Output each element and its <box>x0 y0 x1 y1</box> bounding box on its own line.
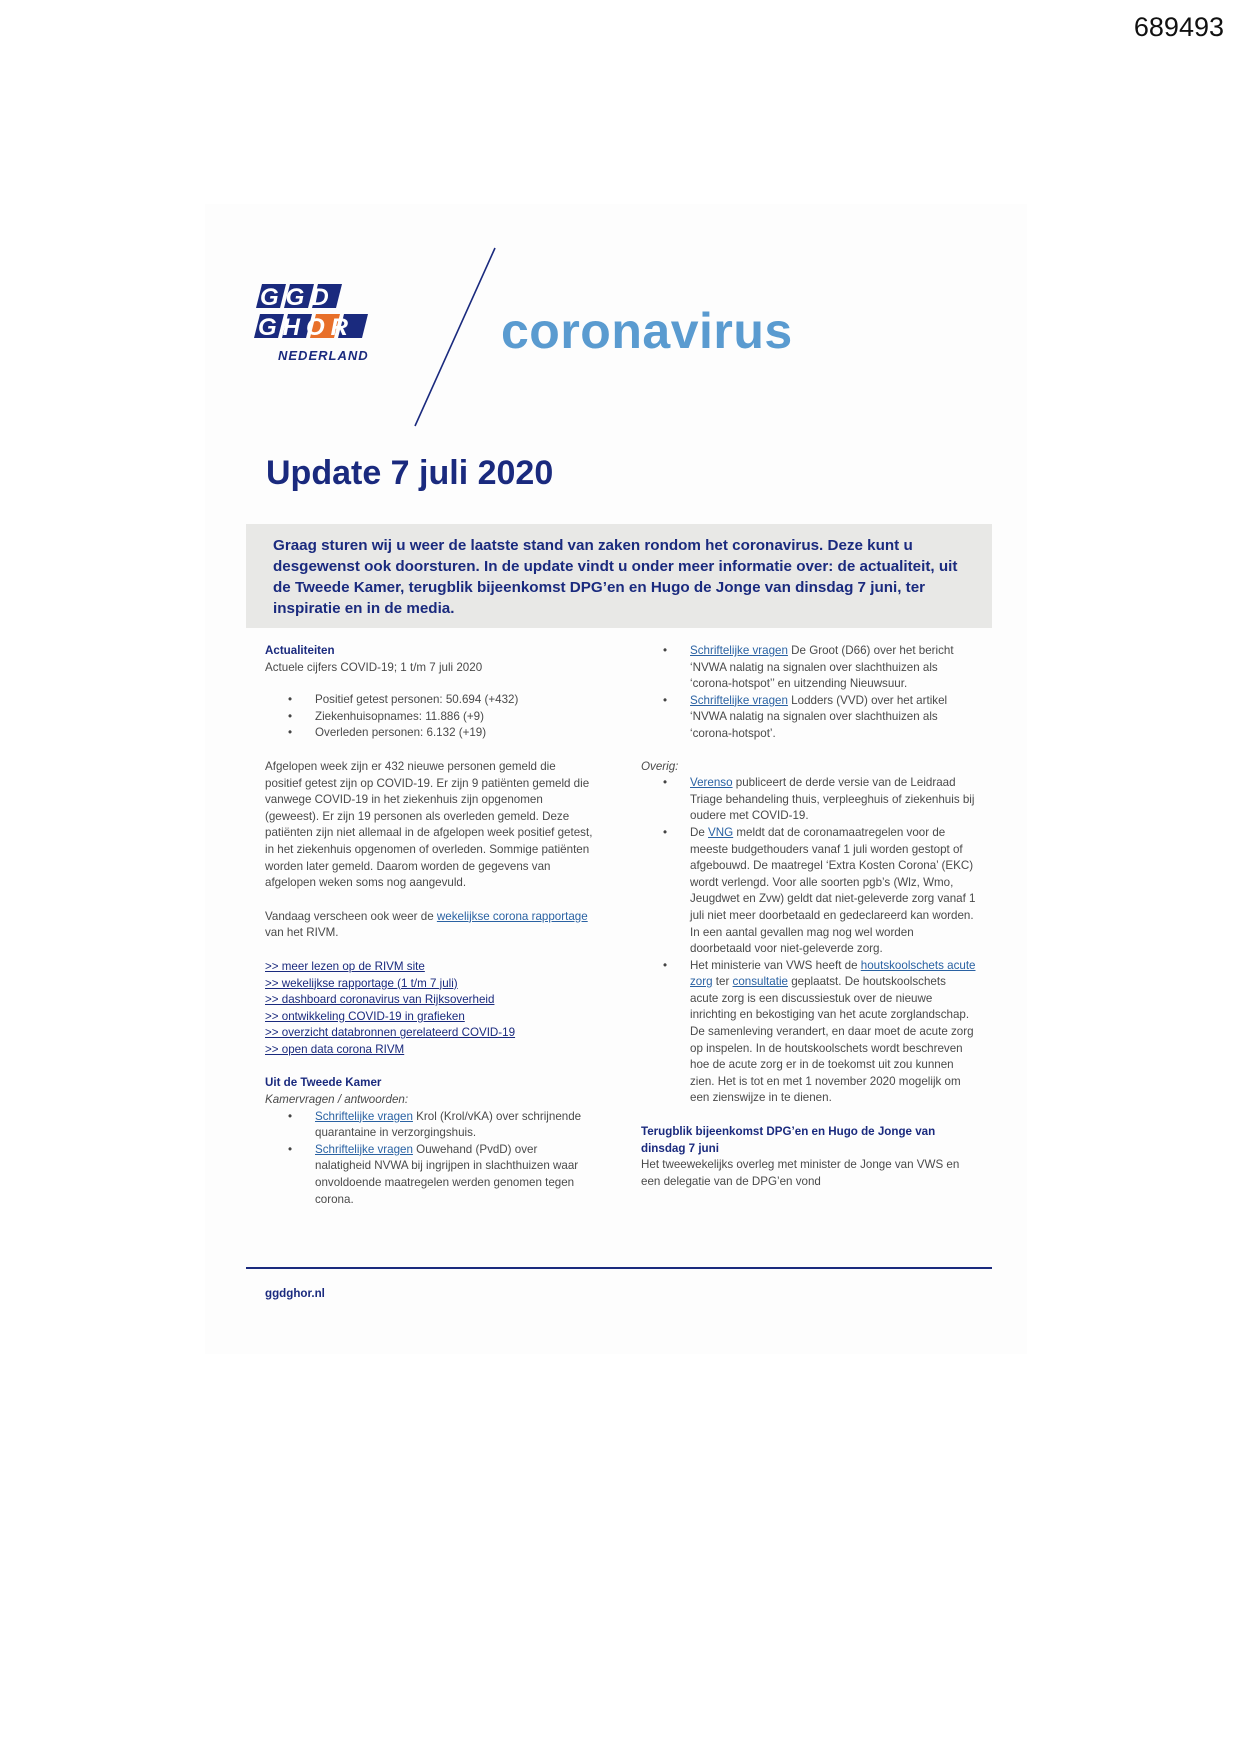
list-item: • Schriftelijke vragen De Groot (D66) over het bericht ‘NVWA nalatig na signalen over slachthuizen als ‘corona-hotspot’’ en uitzending Nieuwsuur. <box>663 644 954 691</box>
terugblik-heading: Terugblik bijeenkomst DPG’en en Hugo de Jonge van dinsdag 7 juni <box>641 1125 936 1155</box>
kamervragen-list-continued <box>663 643 976 743</box>
link-list <box>265 959 595 1059</box>
footer-divider <box>246 1267 992 1269</box>
vng-link[interactable]: VNG <box>708 825 734 839</box>
houtskoolschets-link[interactable]: houtskoolschets acute zorg <box>690 958 976 989</box>
overig-label: Overig: <box>641 759 679 773</box>
list-item: • Ziekenhuisopnames: 11.886 (+9) <box>288 709 484 723</box>
actualiteiten-heading: Actualiteiten <box>265 644 335 657</box>
list-item: • Verenso publiceert de derde versie van de Leidraad Triage behandeling thuis, verpleeghuis of ziekenhuis bij oudere met COVID-19. <box>663 776 975 823</box>
link-databronnen[interactable]: >> overzicht databronnen gerelateerd COVID-19 <box>265 1026 516 1040</box>
schriftelijke-vragen-link[interactable]: Schriftelijke vragen <box>690 693 788 707</box>
overig-list <box>663 775 976 1107</box>
rapportage-paragraph: Vandaag verscheen ook weer de wekelijkse corona rapportage van het RIVM. <box>265 909 588 940</box>
list-item: • De VNG meldt dat de coronamaatregelen voor de meeste budgethouders vanaf 1 juli worden gestopt of afgebouwd. De maatregel ‘Extra Kosten Corona’ (EKC) wordt verlengd. Voor alle soorten pgb’s (Wlz, Wmo, Jeugdwet en Zvw) geldt dat niet-geleverde zorg vanaf 1 juli niet meer doorbetaald en gedeclareerd kan worden. In een aantal gevallen mag nog wel worden doorbetaald voor niet-geleverde zorg. <box>663 825 976 956</box>
kamervragen-label: Kamervragen / antwoorden: <box>265 1093 409 1107</box>
right-column <box>641 643 976 1190</box>
weekly-summary: Afgelopen week zijn er 432 nieuwe personen gemeld die positief getest zijn op COVID-19. Er zijn 9 patiënten gemeld die vanwege COVID-19 in het ziekenhuis zijn opgenomen (geweest). Er zijn 19 personen als overleden gemeld. Deze patiënten zijn niet allemaal in de afgelopen week positief getest, in het ziekenhuis opgenomen of overleden. Sommige patiënten worden later gemeld. Daarom worden de gegevens van afgelopen weken soms nog aangevuld. <box>265 759 593 890</box>
divider-slash <box>410 246 500 428</box>
stat-overleden: Overleden personen: 6.132 (+19) <box>315 726 487 740</box>
link-wekelijkse-rapportage[interactable]: >> wekelijkse rapportage (1 t/m 7 juli) <box>265 976 458 990</box>
logo-line-2: GHOR <box>258 314 354 341</box>
logo-line-1: GGD <box>260 284 336 311</box>
stat-ziekenhuis: Ziekenhuisopnames: 11.886 (+9) <box>315 709 484 723</box>
list-item: • Schriftelijke vragen Ouwehand (PvdD) over nalatigheid NVWA bij ingrijpen in slachthuizen waar onvoldoende maatregelen werden genomen tegen corona. <box>288 1142 579 1206</box>
logo-line-3: NEDERLAND <box>278 348 369 363</box>
actualiteiten-subtitle: Actuele cijfers COVID-19; 1 t/m 7 juli 2020 <box>265 660 483 674</box>
list-item: • Positief getest personen: 50.694 (+432) <box>288 693 519 707</box>
list-item: • Het ministerie van VWS heeft de houtskoolschets acute zorg ter consultatie geplaatst. De houtskoolschets acute zorg is een discussiestuk over de nieuwe inrichting en bekostiging van het acute zorglandschap. De samenleving verandert, en daar moet de acute zorg op inspelen. In de houtskoolschets wordt beschreven hoe de acute zorg er in de toekomst uit zou kunnen zien. Het is tot en met 1 november 2020 mogelijk om een zienswijze in te dienen. <box>663 958 976 1105</box>
terugblik-text: Het tweewekelijks overleg met minister de Jonge van VWS en een delegatie van de DPG’en vond <box>641 1158 960 1188</box>
kamervragen-list <box>288 1109 595 1209</box>
link-grafieken[interactable]: >> ontwikkeling COVID-19 in grafieken <box>265 1009 465 1023</box>
list-item: • Overleden personen: 6.132 (+19) <box>288 726 487 740</box>
ggd-ghor-logo <box>252 284 402 368</box>
schriftelijke-vragen-link[interactable]: Schriftelijke vragen <box>690 644 788 657</box>
stats-list <box>288 692 595 742</box>
link-open-data[interactable]: >> open data corona RIVM <box>265 1042 405 1056</box>
link-dashboard[interactable]: >> dashboard coronavirus van Rijksoverheid <box>265 993 495 1007</box>
document-id: 689493 <box>1133 12 1224 42</box>
footer-site: ggdghor.nl <box>265 1287 325 1300</box>
stat-positief: Positief getest personen: 50.694 (+432) <box>315 693 519 707</box>
tweede-kamer-heading: Uit de Tweede Kamer <box>265 1076 382 1090</box>
consultatie-link[interactable]: consultatie <box>732 975 788 989</box>
schriftelijke-vragen-link[interactable]: Schriftelijke vragen <box>315 1142 413 1156</box>
list-item: • Schriftelijke vragen Lodders (VVD) over het artikel ‘NVWA nalatig na signalen over slachthuizen als ‘corona-hotspot’. <box>663 693 948 740</box>
link-rivm-site[interactable]: >> meer lezen op de RIVM site <box>265 959 425 973</box>
list-item: • Schriftelijke vragen Krol (Krol/vKA) over schrijnende quarantaine in verzorgingshuis. <box>288 1109 582 1140</box>
rapportage-link[interactable]: wekelijkse corona rapportage <box>436 909 588 923</box>
left-column <box>265 643 595 1208</box>
verenso-link[interactable]: Verenso <box>690 776 733 790</box>
intro-text: Graag sturen wij u weer de laatste stand van zaken rondom het coronavirus. Deze kunt u desgewenst ook doorsturen. In de update vindt u onder meer informatie over: de actualiteit, uit de Tweede Kamer, terugblik bijeenkomst DPG’en en Hugo de Jonge van dinsdag 7 juni, ter inspiratie en in de media. <box>273 537 958 617</box>
page-title: Update 7 juli 2020 <box>266 454 554 492</box>
brand-title: coronavirus <box>501 303 793 359</box>
schriftelijke-vragen-link[interactable]: Schriftelijke vragen <box>315 1109 413 1123</box>
